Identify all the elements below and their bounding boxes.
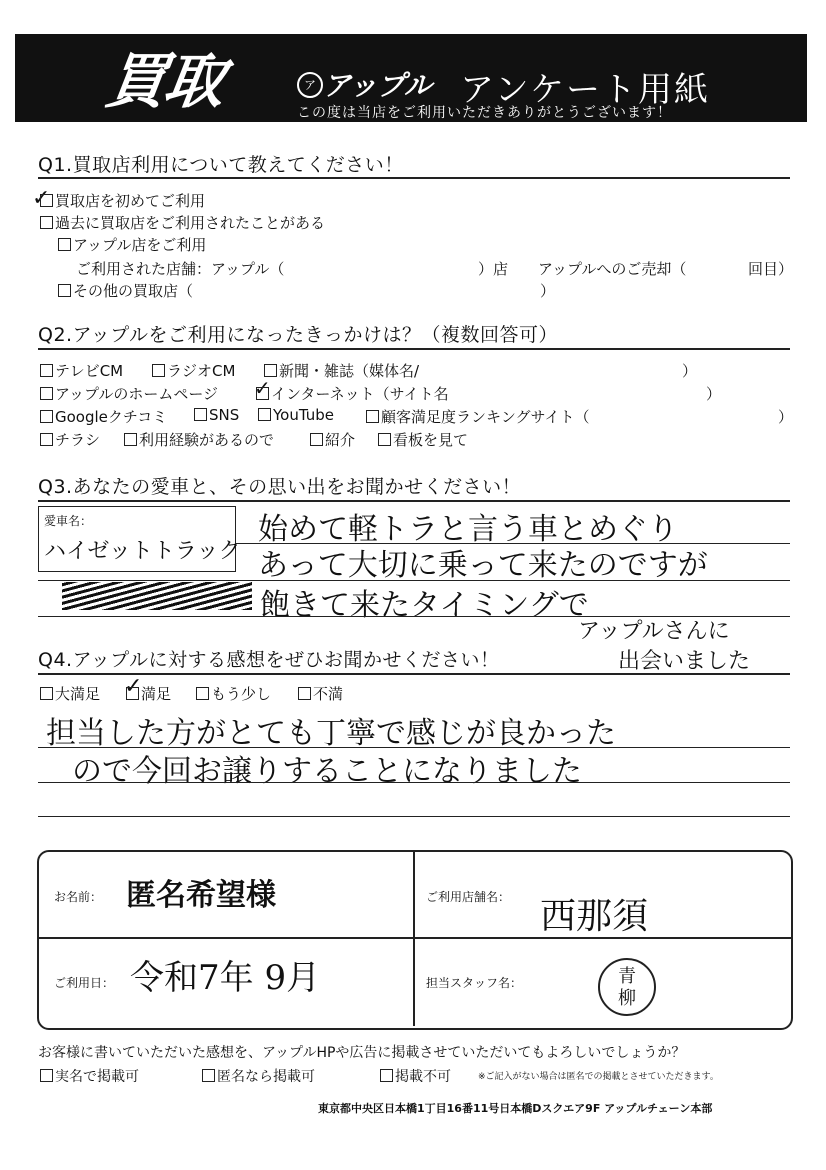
q3-handwriting-line2: あって大切に乗って来たのですが xyxy=(258,548,708,583)
q1-option-past-label: 過去に買取店をご利用されたことがある xyxy=(55,214,326,232)
checkbox-icon[interactable] xyxy=(152,364,165,377)
logo-brand: アップル xyxy=(323,69,432,102)
q2-option-label: インターネット（サイト名 xyxy=(271,385,449,403)
checkbox-icon[interactable] xyxy=(196,687,209,700)
q2-option-label: 看板を見て xyxy=(393,431,469,449)
checkbox-icon[interactable] xyxy=(58,238,71,251)
checkbox-icon[interactable] xyxy=(58,284,71,297)
q3-rule xyxy=(38,500,790,502)
q2-option-sns[interactable] xyxy=(194,406,239,424)
q1-option-first-label: 買取店を初めてご利用 xyxy=(55,192,206,210)
checkbox-icon[interactable] xyxy=(40,364,53,377)
checkbox-icon[interactable] xyxy=(298,687,311,700)
date-label: ご利用日： xyxy=(54,976,115,990)
q3-handwriting-line4b: 出会いました xyxy=(618,649,751,674)
q2-option-homepage[interactable] xyxy=(40,383,218,404)
checkbox-icon[interactable] xyxy=(310,433,323,446)
consent-note: ※ご記入がない場合は匿名での掲載とさせていただきます。 xyxy=(478,1072,719,1082)
q2-option-label: チラシ xyxy=(55,431,101,449)
q1-sale-label: アップルへのご売却（ xyxy=(538,260,687,278)
consent-option-no[interactable] xyxy=(380,1066,451,1086)
page-title: アンケート用紙 xyxy=(460,70,710,110)
q3-title: Q3.あなたの愛車と、その思い出をお聞かせください！ xyxy=(38,476,522,498)
q2-option-label: アップルのホームページ xyxy=(55,385,219,403)
q2-option-signboard[interactable] xyxy=(378,429,468,450)
checkbox-icon[interactable] xyxy=(380,1069,393,1082)
q2-option-flyer[interactable] xyxy=(40,429,100,450)
consent-option-label: 掲載不可 xyxy=(395,1069,451,1085)
car-name-label: 愛車名： xyxy=(44,514,93,528)
q2-check-mark: ✓ xyxy=(254,376,271,400)
q2-option-label: 新聞・雑誌（媒体名/ xyxy=(279,362,420,380)
q2-title: Q2.アップルをご利用になったきっかけは？（複数回答可） xyxy=(38,324,558,346)
answer-line xyxy=(38,782,790,783)
q4-title: Q4.アップルに対する感想をぜひお聞かせください！ xyxy=(38,649,500,671)
q1-option-first[interactable] xyxy=(40,190,205,211)
checkbox-icon[interactable] xyxy=(366,410,379,423)
checkbox-icon[interactable] xyxy=(124,433,137,446)
q4-handwriting-line1: 担当した方がとても丁寧で感じが良かった xyxy=(46,716,616,751)
apple-logo-icon: ア xyxy=(297,72,323,98)
q2-option-experience[interactable] xyxy=(124,429,274,450)
q2-option-label: ラジオCM xyxy=(167,362,236,380)
q4-option-satisfied[interactable] xyxy=(126,683,171,704)
q1-sale-suffix: 回目） xyxy=(748,260,794,278)
q2-option-ranking[interactable] xyxy=(366,406,590,427)
checkbox-icon[interactable] xyxy=(126,687,139,700)
q2-option-referral[interactable] xyxy=(310,429,355,450)
q4-option-unsatisfied[interactable] xyxy=(298,683,343,704)
q1-option-other-label: その他の買取店（ xyxy=(73,282,194,300)
q3-handwriting-line4a: アップルさんに xyxy=(578,619,730,644)
q4-option-label: 満足 xyxy=(141,685,172,703)
date-value: 令和7年 9月 xyxy=(130,958,321,998)
card-divider-horizontal xyxy=(39,937,791,939)
store-name-value: 西那須 xyxy=(540,896,649,937)
checkbox-icon[interactable] xyxy=(40,433,53,446)
q2-option-label: 利用経験があるので xyxy=(139,431,275,449)
q3-handwriting-line1: 始めて軽トラと言う車とめぐり xyxy=(258,512,678,547)
consent-option-realname[interactable] xyxy=(40,1066,139,1086)
q2-paren-close: ） xyxy=(706,385,722,403)
q2-paren-close: ） xyxy=(778,408,794,426)
q1-option-other[interactable] xyxy=(58,280,193,301)
staff-label: 担当スタッフ名： xyxy=(426,976,523,990)
name-label: お名前： xyxy=(54,890,103,904)
q1-title: Q1.買取店利用について教えてください！ xyxy=(38,154,404,176)
q2-option-newspaper[interactable] xyxy=(264,360,419,381)
q1-other-suffix: ） xyxy=(540,282,556,300)
checkbox-icon[interactable] xyxy=(258,408,271,421)
q2-option-label: YouTube xyxy=(273,406,334,424)
name-value: 匿名希望様 xyxy=(126,878,276,913)
staff-hanko-stamp xyxy=(598,958,656,1016)
q1-option-apple-label: アップル店をご利用 xyxy=(73,236,207,254)
car-name-value: ハイゼットトラック xyxy=(44,539,241,564)
q2-rule xyxy=(38,348,790,350)
q1-check-mark: ✓ xyxy=(32,186,51,211)
consent-option-label: 実名で掲載可 xyxy=(55,1069,139,1085)
q2-option-label: SNS xyxy=(209,406,240,424)
q1-option-apple[interactable] xyxy=(58,234,206,255)
q2-option-label: 顧客満足度ランキングサイト（ xyxy=(381,408,590,426)
checkbox-icon[interactable] xyxy=(40,687,53,700)
checkbox-icon[interactable] xyxy=(40,1069,53,1082)
q2-option-youtube[interactable] xyxy=(258,406,334,424)
header-banner xyxy=(15,34,807,122)
q4-option-very-satisfied[interactable] xyxy=(40,683,100,704)
q4-option-label: 大満足 xyxy=(55,685,101,703)
q2-option-tvcm[interactable] xyxy=(40,360,123,381)
q4-option-label: もう少し xyxy=(211,685,272,703)
q1-option-past[interactable] xyxy=(40,212,325,233)
card-divider-vertical xyxy=(413,852,415,1026)
scribble-redaction xyxy=(62,582,252,610)
checkbox-icon[interactable] xyxy=(40,194,53,207)
q4-rule xyxy=(38,673,790,675)
q4-option-somewhat[interactable] xyxy=(196,683,271,704)
q3-handwriting-line3: 飽きて来たタイミングで xyxy=(260,588,589,623)
q2-paren-close: ） xyxy=(682,362,698,380)
consent-question: お客様に書いていただいた感想を、アップルHPや広告に掲載させていただいてもよろしいでしょうか？ xyxy=(38,1045,686,1061)
page-subtitle: この度は当店をご利用いただきありがとうございます！ xyxy=(297,105,672,121)
q1-store-label: ご利用された店舗：アップル（ xyxy=(76,260,285,278)
q2-option-label: テレビCM xyxy=(55,362,124,380)
store-name-label: ご利用店舗名： xyxy=(426,890,511,904)
answer-line xyxy=(38,816,790,817)
stamp-char-1: 青 xyxy=(618,966,636,987)
q4-option-label: 不満 xyxy=(313,685,344,703)
consent-option-anonymous[interactable] xyxy=(202,1066,315,1086)
q2-option-google[interactable] xyxy=(40,406,167,427)
checkbox-icon[interactable] xyxy=(194,408,207,421)
q4-check-mark: ✓ xyxy=(124,674,143,699)
checkbox-icon[interactable] xyxy=(40,387,53,400)
checkbox-icon[interactable] xyxy=(40,410,53,423)
checkbox-icon[interactable] xyxy=(40,216,53,229)
q2-option-internet[interactable] xyxy=(256,383,449,404)
q2-option-label: 紹介 xyxy=(325,431,356,449)
q1-rule xyxy=(38,177,790,179)
q2-option-radiocm[interactable] xyxy=(152,360,235,381)
q1-store-suffix: ）店 xyxy=(478,260,509,278)
checkbox-icon[interactable] xyxy=(378,433,391,446)
q2-option-label: Googleクチコミ xyxy=(55,408,168,426)
logo-kaitori: 買取 xyxy=(101,47,228,117)
q4-handwriting-line2: ので今回お譲りすることになりました xyxy=(72,754,582,789)
consent-option-label: 匿名なら掲載可 xyxy=(217,1069,315,1085)
stamp-char-2: 柳 xyxy=(618,988,636,1009)
checkbox-icon[interactable] xyxy=(202,1069,215,1082)
checkbox-icon[interactable] xyxy=(256,387,269,400)
footer-address: 東京都中央区日本橋1丁目16番11号日本橋Dスクエア9F アップルチェーン本部 xyxy=(318,1102,713,1115)
